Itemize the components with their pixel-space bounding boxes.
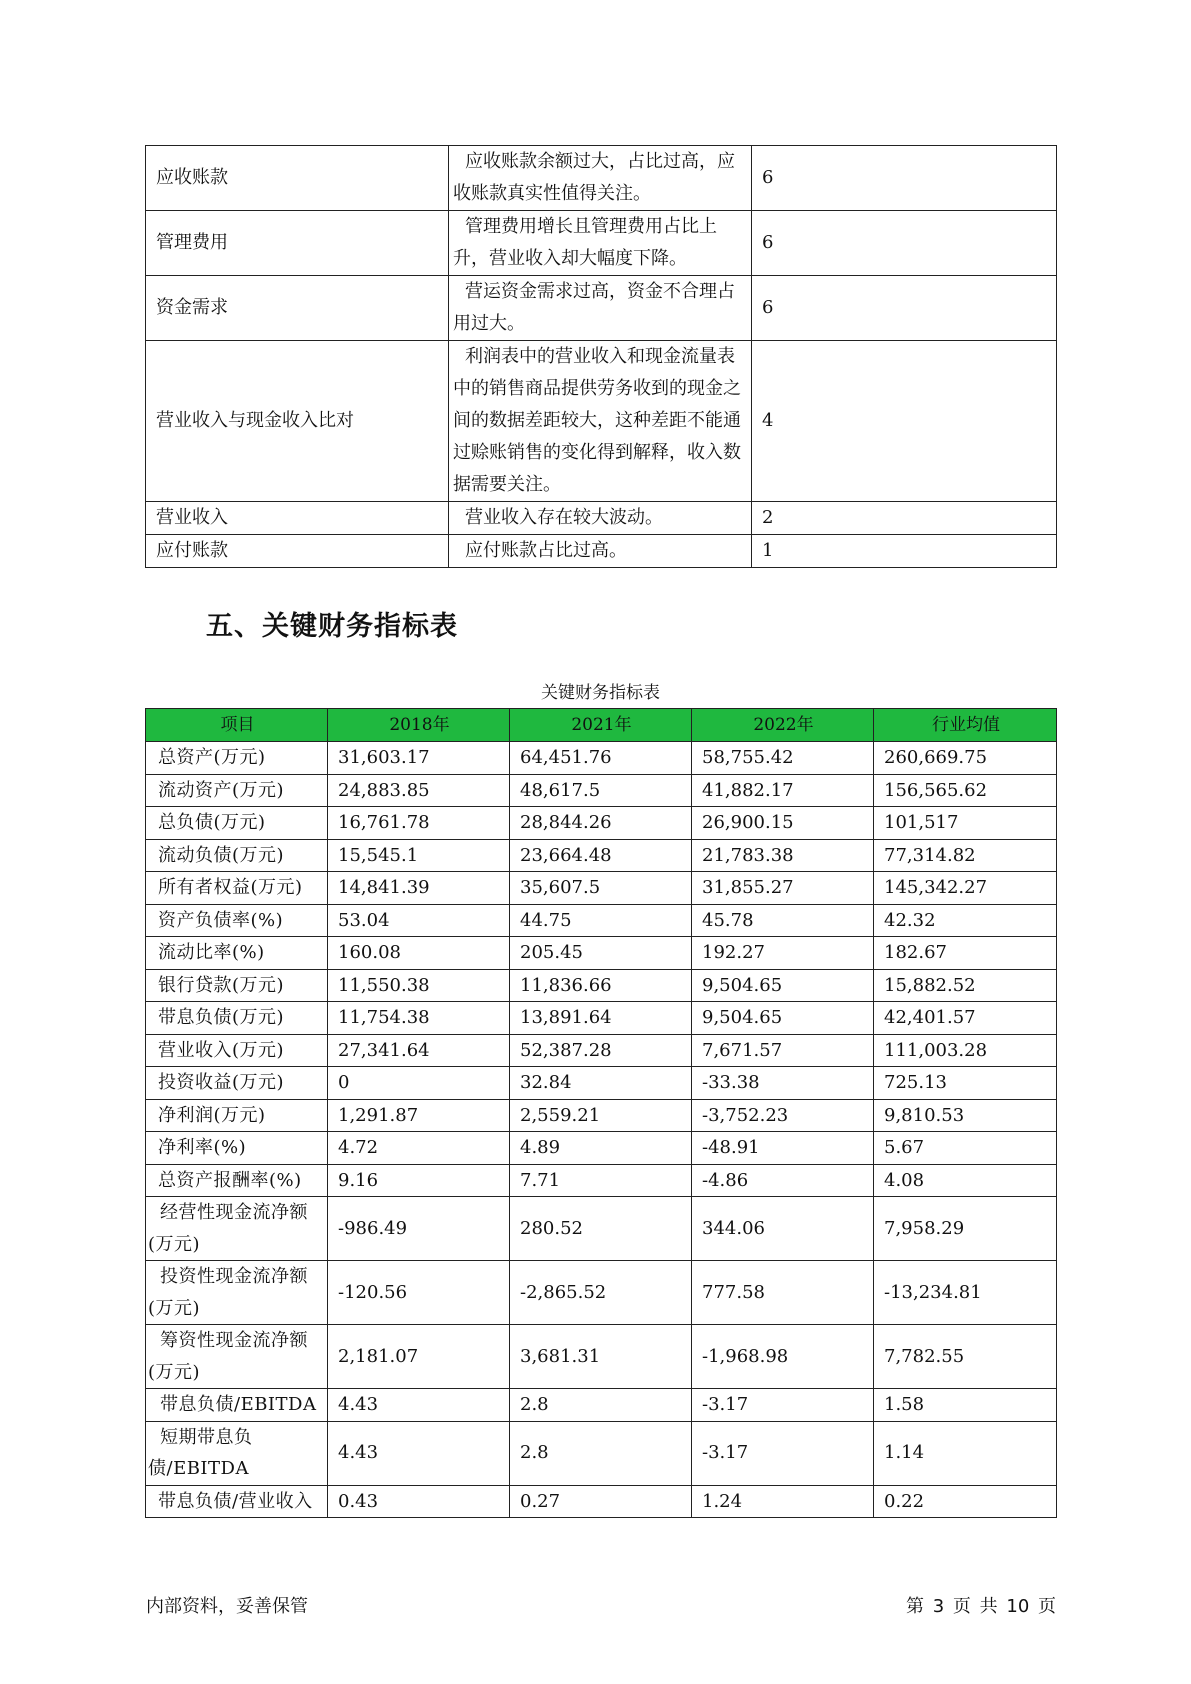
table-header-row [146, 709, 1057, 742]
indicator-name: 流动比率(%) [146, 937, 328, 970]
indicator-name: 流动资产(万元) [146, 774, 328, 807]
risk-row [146, 341, 1057, 502]
table-row [146, 1099, 1057, 1132]
risk-row [146, 146, 1057, 211]
indicator-value: 31,603.17 [328, 742, 510, 775]
risk-item-name: 营业收入与现金收入比对 [146, 341, 449, 502]
indicator-name: 经营性现金流净额(万元) [146, 1197, 328, 1261]
table-row [146, 1421, 1057, 1485]
indicator-value: 4.72 [328, 1132, 510, 1165]
footer-page-number: 第 3 页 共 10 页 [906, 1596, 1056, 1617]
risk-description: 应收账款余额过大，占比过高，应收账款真实性值得关注。 [449, 146, 752, 211]
table-row [146, 904, 1057, 937]
risk-score: 6 [752, 211, 1057, 276]
indicator-value: -33.38 [692, 1067, 874, 1100]
indicator-value: 24,883.85 [328, 774, 510, 807]
indicator-value: 21,783.38 [692, 839, 874, 872]
risk-item-name: 管理费用 [146, 211, 449, 276]
indicator-value: 42.32 [874, 904, 1057, 937]
indicator-value: 27,341.64 [328, 1034, 510, 1067]
table-row [146, 969, 1057, 1002]
risk-item-name: 应付账款 [146, 535, 449, 568]
indicator-name: 资产负债率(%) [146, 904, 328, 937]
indicator-value: 52,387.28 [510, 1034, 692, 1067]
indicator-name: 流动负债(万元) [146, 839, 328, 872]
risk-score: 4 [752, 341, 1057, 502]
indicator-value: 13,891.64 [510, 1002, 692, 1035]
indicator-name: 投资性现金流净额(万元) [146, 1261, 328, 1325]
table-row [146, 1261, 1057, 1325]
risk-item-name: 营业收入 [146, 502, 449, 535]
indicator-name: 筹资性现金流净额(万元) [146, 1325, 328, 1389]
risk-score: 6 [752, 146, 1057, 211]
indicator-value: 15,882.52 [874, 969, 1057, 1002]
indicator-value: 9,504.65 [692, 969, 874, 1002]
indicator-value: 23,664.48 [510, 839, 692, 872]
indicator-value: 11,550.38 [328, 969, 510, 1002]
key-financial-indicators-table [145, 708, 1057, 1518]
indicator-value: 344.06 [692, 1197, 874, 1261]
indicator-value: -3,752.23 [692, 1099, 874, 1132]
indicator-value: 44.75 [510, 904, 692, 937]
table-row [146, 1197, 1057, 1261]
risk-row [146, 276, 1057, 341]
column-header: 2021年 [510, 709, 692, 742]
indicator-value: 260,669.75 [874, 742, 1057, 775]
indicator-value: 48,617.5 [510, 774, 692, 807]
indicator-name: 所有者权益(万元) [146, 872, 328, 905]
indicator-value: -1,968.98 [692, 1325, 874, 1389]
indicator-value: 192.27 [692, 937, 874, 970]
indicator-value: 7.71 [510, 1164, 692, 1197]
indicator-value: -3.17 [692, 1389, 874, 1422]
indicator-name: 净利润(万元) [146, 1099, 328, 1132]
indicator-value: 2,559.21 [510, 1099, 692, 1132]
risk-row [146, 535, 1057, 568]
table-row [146, 807, 1057, 840]
table-caption: 关键财务指标表 [541, 683, 660, 703]
indicator-value: 777.58 [692, 1261, 874, 1325]
indicator-value: 1,291.87 [328, 1099, 510, 1132]
risk-score: 1 [752, 535, 1057, 568]
indicator-value: -3.17 [692, 1421, 874, 1485]
indicator-value: 145,342.27 [874, 872, 1057, 905]
indicator-value: -120.56 [328, 1261, 510, 1325]
indicator-name: 营业收入(万元) [146, 1034, 328, 1067]
indicator-value: 58,755.42 [692, 742, 874, 775]
table-row [146, 839, 1057, 872]
indicator-value: 14,841.39 [328, 872, 510, 905]
indicator-value: 9,504.65 [692, 1002, 874, 1035]
indicator-name: 总负债(万元) [146, 807, 328, 840]
indicator-value: 16,761.78 [328, 807, 510, 840]
indicator-value: 11,754.38 [328, 1002, 510, 1035]
column-header: 2022年 [692, 709, 874, 742]
table-row [146, 872, 1057, 905]
indicator-value: 32.84 [510, 1067, 692, 1100]
column-header: 行业均值 [874, 709, 1057, 742]
indicator-name: 带息负债(万元) [146, 1002, 328, 1035]
indicator-value: 42,401.57 [874, 1002, 1057, 1035]
indicator-name: 银行贷款(万元) [146, 969, 328, 1002]
indicator-value: 182.67 [874, 937, 1057, 970]
indicator-value: 7,782.55 [874, 1325, 1057, 1389]
indicator-value: 64,451.76 [510, 742, 692, 775]
indicator-value: 101,517 [874, 807, 1057, 840]
indicator-value: 3,681.31 [510, 1325, 692, 1389]
risk-score: 6 [752, 276, 1057, 341]
indicator-value: 0.27 [510, 1485, 692, 1518]
indicator-value: 1.24 [692, 1485, 874, 1518]
indicator-value: 28,844.26 [510, 807, 692, 840]
indicator-value: 4.43 [328, 1421, 510, 1485]
section-heading: 五、关键财务指标表 [206, 611, 458, 642]
footer-confidential-note: 内部资料，妥善保管 [146, 1596, 308, 1617]
indicator-value: 0 [328, 1067, 510, 1100]
indicator-value: 0.43 [328, 1485, 510, 1518]
indicator-value: 111,003.28 [874, 1034, 1057, 1067]
table-row [146, 1389, 1057, 1422]
indicator-value: 77,314.82 [874, 839, 1057, 872]
indicator-value: 4.08 [874, 1164, 1057, 1197]
risk-description: 管理费用增长且管理费用占比上升，营业收入却大幅度下降。 [449, 211, 752, 276]
indicator-value: 41,882.17 [692, 774, 874, 807]
indicator-value: -13,234.81 [874, 1261, 1057, 1325]
table-row [146, 1067, 1057, 1100]
indicator-value: 2,181.07 [328, 1325, 510, 1389]
indicator-value: 45.78 [692, 904, 874, 937]
risk-item-name: 资金需求 [146, 276, 449, 341]
risk-item-name: 应收账款 [146, 146, 449, 211]
column-header: 项目 [146, 709, 328, 742]
indicator-name: 带息负债/营业收入 [146, 1485, 328, 1518]
table-row [146, 1164, 1057, 1197]
indicator-name: 净利率(%) [146, 1132, 328, 1165]
indicator-value: 156,565.62 [874, 774, 1057, 807]
indicator-value: 7,958.29 [874, 1197, 1057, 1261]
table-row [146, 742, 1057, 775]
indicator-value: 53.04 [328, 904, 510, 937]
indicator-value: 160.08 [328, 937, 510, 970]
indicator-value: 205.45 [510, 937, 692, 970]
indicator-value: 9.16 [328, 1164, 510, 1197]
indicator-value: -986.49 [328, 1197, 510, 1261]
indicator-value: -48.91 [692, 1132, 874, 1165]
risk-row [146, 211, 1057, 276]
risk-description: 利润表中的营业收入和现金流量表中的销售商品提供劳务收到的现金之间的数据差距较大，这种差距不能通过赊账销售的变化得到解释，收入数据需要关注。 [449, 341, 752, 502]
table-row [146, 1132, 1057, 1165]
indicator-value: 9,810.53 [874, 1099, 1057, 1132]
indicator-value: 0.22 [874, 1485, 1057, 1518]
indicator-value: 7,671.57 [692, 1034, 874, 1067]
table-row [146, 1002, 1057, 1035]
risk-description: 营运资金需求过高，资金不合理占用过大。 [449, 276, 752, 341]
risk-score: 2 [752, 502, 1057, 535]
indicator-name: 投资收益(万元) [146, 1067, 328, 1100]
risk-description: 应付账款占比过高。 [449, 535, 752, 568]
risk-items-table [145, 145, 1057, 568]
indicator-value: 1.58 [874, 1389, 1057, 1422]
indicator-value: 15,545.1 [328, 839, 510, 872]
indicator-value: 31,855.27 [692, 872, 874, 905]
indicator-name: 总资产报酬率(%) [146, 1164, 328, 1197]
indicator-name: 带息负债/EBITDA [146, 1389, 328, 1422]
indicator-value: 35,607.5 [510, 872, 692, 905]
risk-row [146, 502, 1057, 535]
indicator-value: 4.43 [328, 1389, 510, 1422]
table-row [146, 1034, 1057, 1067]
indicator-name: 短期带息负债/EBITDA [146, 1421, 328, 1485]
indicator-value: 2.8 [510, 1389, 692, 1422]
indicator-value: 2.8 [510, 1421, 692, 1485]
indicator-name: 总资产(万元) [146, 742, 328, 775]
indicator-value: 5.67 [874, 1132, 1057, 1165]
column-header: 2018年 [328, 709, 510, 742]
risk-description: 营业收入存在较大波动。 [449, 502, 752, 535]
indicator-value: -4.86 [692, 1164, 874, 1197]
table-row [146, 774, 1057, 807]
indicator-value: 11,836.66 [510, 969, 692, 1002]
indicator-value: -2,865.52 [510, 1261, 692, 1325]
indicator-value: 725.13 [874, 1067, 1057, 1100]
indicator-value: 26,900.15 [692, 807, 874, 840]
table-row [146, 937, 1057, 970]
indicator-value: 280.52 [510, 1197, 692, 1261]
indicator-value: 1.14 [874, 1421, 1057, 1485]
table-row [146, 1485, 1057, 1518]
table-row [146, 1325, 1057, 1389]
indicator-value: 4.89 [510, 1132, 692, 1165]
